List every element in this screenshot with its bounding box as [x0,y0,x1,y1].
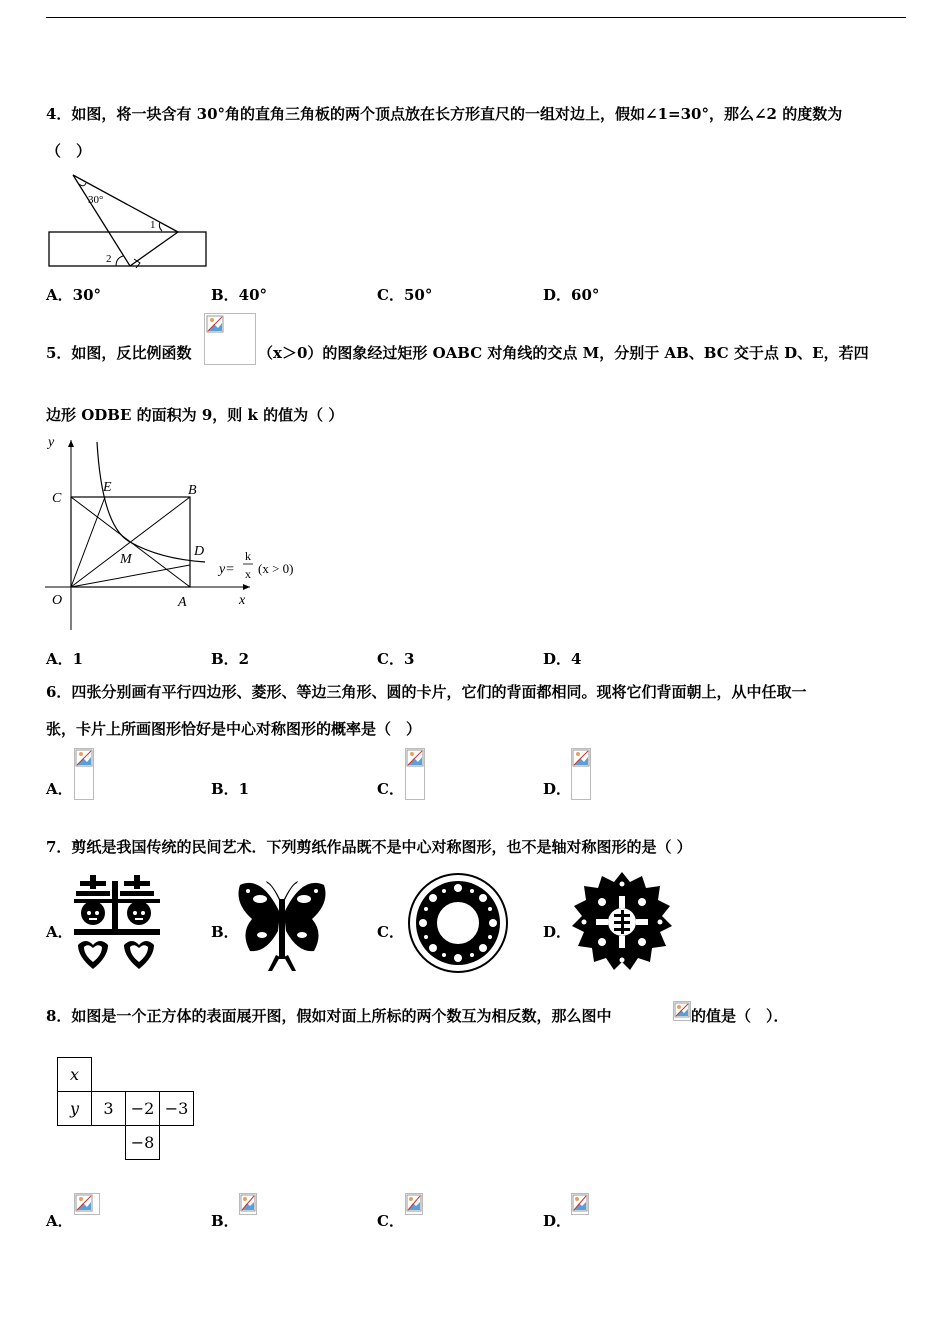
q8-option-b-image [239,1193,257,1215]
q8-option-d[interactable]: D． [543,1212,572,1230]
net-cell-x [58,1058,92,1092]
broken-image-icon [240,1194,256,1214]
q6-option-a-label: A． [46,780,73,798]
q7-option-c-ring-papercut [406,871,510,975]
q8-stem-line1-b: 的值是（ ）． [691,1007,789,1025]
q4-angle-1-label: 1 [150,219,156,231]
q6-option-c[interactable] [377,778,404,799]
q4-option-a[interactable]: A．30° [46,286,102,304]
q6-option-c-label: C． [377,780,404,798]
broken-image-icon [75,749,93,769]
q4-stem-line2: （ ） [46,142,92,160]
q4-stem-line1: 4．如图，将一块含有 30°角的直角三角板的两个顶点放在长方形直尺的一组对边上，假如∠1=30°，那么∠2 的度数为 [46,105,843,123]
q5-figure [40,432,310,632]
q7-option-d-round-papercut [570,870,674,974]
q6-option-d-image [571,748,591,800]
q5-option-d[interactable]: D．4 [543,650,582,668]
q5-option-a[interactable]: A．1 [46,650,84,668]
broken-image-icon [674,1002,690,1020]
q6-stem-line2: 张，卡片上所画图形恰好是中心对称图形的概率是（ ） [46,720,422,738]
q8-option-c-image [405,1193,423,1215]
q5-stem-line1-b: （x＞0）的图象经过矩形 OABC 对角线的交点 M，分别于 AB、BC 交于点 D、E，若四 [258,344,869,362]
q8-option-c[interactable]: C． [377,1212,404,1230]
q5-func-y: y= [219,562,235,577]
q8-option-a[interactable]: A． [46,1212,73,1230]
q7-option-a-double-happiness-papercut [72,873,162,973]
net-x-value: x [69,1065,80,1084]
q5-option-c[interactable]: C．3 [377,650,415,668]
q5-point-a: A [178,595,187,610]
q7-option-d[interactable]: D． [543,923,572,941]
q4-figure [46,170,211,272]
q5-func-cond: (x > 0) [258,561,294,576]
q5-func-x: x [245,567,251,581]
q5-y-axis-label: y [48,435,55,450]
q5-point-d: D [194,544,205,559]
q6-option-a-image [74,748,94,800]
q6-option-d-label: D． [543,780,572,798]
q5-x-axis-label: x [239,593,246,608]
q5-point-e: E [103,480,112,495]
broken-image-icon [75,1194,99,1214]
q6-option-a[interactable] [46,778,73,799]
net-cell-y [58,1092,92,1126]
net-cell-minus2: −2 [126,1092,160,1126]
q6-stem-line1: 6．四张分别画有平行四边形、菱形、等边三角形、圆的卡片，它们的背面都相同。现将它们背面朝上，从中任取一 [46,683,807,701]
q7-option-b-butterfly-papercut [232,873,332,973]
net-cell-minus3: −3 [160,1092,194,1126]
q5-point-m: M [120,552,132,567]
q6-option-b[interactable]: B．1 [211,780,250,798]
broken-image-icon [572,749,590,769]
broken-image-icon [406,749,424,769]
q7-stem: 7．剪纸是我国传统的民间艺术．下列剪纸作品既不是中心对称图形，也不是轴对称图形的是（ ） [46,838,692,856]
broken-image-icon [205,314,225,334]
broken-image-icon [406,1194,422,1214]
q8-variable-image [673,1001,691,1021]
q4-option-d[interactable]: D．60° [543,286,600,304]
q5-point-o: O [52,593,63,608]
q8-option-d-image [571,1193,589,1215]
q5-stem-line2: 边形 ODBE 的面积为 9，则 k 的值为（ ） [46,406,344,424]
q8-cube-net [57,1057,194,1160]
q4-option-c[interactable]: C．50° [377,286,433,304]
q5-stem-line1-a: 5．如图，反比例函数 [46,344,192,362]
q7-option-c[interactable]: C． [377,923,404,941]
q6-option-c-image [405,748,425,800]
broken-image-icon [572,1194,588,1214]
q6-option-d[interactable] [543,778,571,799]
q4-angle-2-label: 2 [106,253,112,265]
q4-option-b[interactable]: B．40° [211,286,268,304]
q5-point-c: C [52,491,62,506]
q4-angle-30-label: 30° [88,194,104,206]
q7-option-b[interactable]: B． [211,923,239,941]
net-y-value: y [69,1099,80,1118]
q8-stem-line1-a: 8．如图是一个正方体的表面展开图，假如对面上所标的两个数互为相反数，那么图中 [46,1007,612,1025]
q5-formula-image [204,313,256,365]
q5-point-b: B [188,483,197,498]
q8-option-b[interactable]: B． [211,1212,239,1230]
q5-func-k: k [245,549,251,563]
header-rule [46,17,906,18]
q7-option-a[interactable]: A． [46,923,73,941]
q5-option-b[interactable]: B．2 [211,650,250,668]
q8-option-a-image [74,1193,100,1215]
net-cell-3: 3 [92,1092,126,1126]
net-cell-minus8: −8 [126,1126,160,1160]
